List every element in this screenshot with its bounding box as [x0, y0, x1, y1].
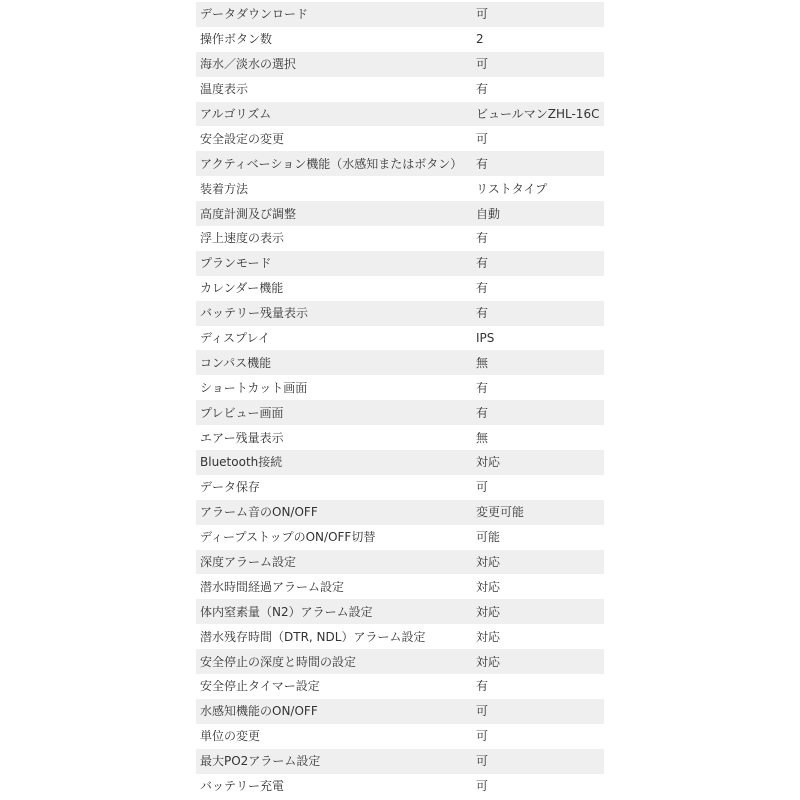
spec-label: 装着方法: [200, 182, 249, 195]
spec-value: 無: [476, 431, 489, 444]
spec-row: [196, 151, 604, 176]
spec-label: データダウンロード: [200, 8, 309, 21]
spec-label: アラーム音のON/OFF: [200, 506, 318, 519]
spec-row: [196, 500, 604, 525]
spec-label: バッテリー充電: [200, 780, 285, 793]
spec-row: [196, 550, 604, 575]
spec-value: 対応: [476, 605, 501, 618]
spec-label: 安全停止タイマー設定: [200, 680, 320, 693]
spec-row: [196, 574, 604, 599]
spec-row: [196, 624, 604, 649]
spec-label: Bluetooth接続: [200, 456, 283, 469]
spec-label: ディスプレイ: [200, 332, 270, 345]
spec-label: 海水／淡水の選択: [200, 58, 297, 71]
spec-label: バッテリー残量表示: [200, 307, 309, 320]
spec-label: 温度表示: [200, 83, 249, 96]
spec-row: [196, 525, 604, 550]
spec-value: 有: [476, 282, 489, 295]
spec-value: 有: [476, 232, 489, 245]
spec-label: 潜水時間経過アラーム設定: [200, 580, 345, 593]
spec-value: 有: [476, 406, 489, 419]
spec-row: [196, 126, 604, 151]
spec-label: 浮上速度の表示: [200, 232, 285, 245]
spec-value: 可: [476, 755, 489, 768]
spec-row: [196, 724, 604, 749]
spec-row: [196, 226, 604, 251]
spec-value: 変更可能: [476, 506, 525, 519]
spec-value: 対応: [476, 580, 501, 593]
spec-value: 可: [476, 8, 489, 21]
spec-value: 有: [476, 83, 489, 96]
spec-row: [196, 475, 604, 500]
spec-value: 有: [476, 381, 489, 394]
spec-row: [196, 400, 604, 425]
spec-row: [196, 301, 604, 326]
spec-value: 自動: [476, 207, 501, 220]
spec-value: 可: [476, 132, 489, 145]
spec-row: [196, 450, 604, 475]
spec-row: [196, 2, 604, 27]
spec-row: [196, 774, 604, 799]
spec-row: [196, 251, 604, 276]
spec-label: 操作ボタン数: [200, 33, 273, 46]
spec-label: 水感知機能のON/OFF: [200, 705, 318, 718]
spec-value: 有: [476, 257, 489, 270]
spec-value: 可: [476, 705, 489, 718]
spec-label: アクティベーション機能（水感知またはボタン）: [200, 157, 463, 170]
spec-row: [196, 674, 604, 699]
spec-row: [196, 375, 604, 400]
spec-value: リストタイプ: [476, 182, 548, 195]
spec-value: 対応: [476, 655, 501, 668]
spec-label: ディープストップのON/OFF切替: [200, 531, 376, 544]
spec-label: 安全停止の深度と時間の設定: [200, 655, 357, 668]
spec-row: [196, 27, 604, 52]
spec-row: [196, 350, 604, 375]
spec-label: カレンダー機能: [200, 282, 284, 295]
spec-value: 有: [476, 307, 489, 320]
spec-label: 単位の変更: [200, 730, 261, 743]
spec-value: 可能: [476, 531, 501, 544]
spec-row: [196, 425, 604, 450]
spec-label: アルゴリズム: [200, 108, 272, 120]
spec-row: [196, 201, 604, 226]
spec-row: [196, 77, 604, 102]
spec-row: [196, 52, 604, 77]
spec-row: [196, 749, 604, 774]
spec-label: 最大PO2アラーム設定: [200, 755, 321, 768]
spec-label: ショートカット画面: [200, 381, 308, 394]
spec-row: [196, 649, 604, 674]
spec-label: プランモード: [200, 257, 272, 270]
spec-label: 高度計測及び調整: [200, 207, 297, 220]
spec-value: 可: [476, 730, 489, 743]
spec-value: 対応: [476, 630, 501, 643]
spec-row: [196, 102, 604, 127]
spec-value: 2: [476, 33, 484, 46]
spec-value: 有: [476, 680, 489, 693]
spec-row: [196, 699, 604, 724]
spec-label: 安全設定の変更: [200, 132, 285, 145]
spec-value: 有: [476, 157, 489, 170]
spec-row: [196, 276, 604, 301]
spec-value: 対応: [476, 556, 501, 569]
spec-value: IPS: [476, 332, 495, 345]
spec-value: 対応: [476, 456, 501, 469]
spec-row: [196, 326, 604, 351]
spec-label: プレビュー画面: [200, 406, 284, 419]
spec-label: 体内窒素量（N2）アラーム設定: [200, 605, 373, 618]
spec-value: 無: [476, 356, 489, 369]
spec-label: エアー残量表示: [200, 431, 284, 444]
spec-value: 可: [476, 58, 489, 71]
spec-table: [196, 2, 604, 799]
spec-label: 潜水残存時間（DTR, NDL）アラーム設定: [200, 630, 426, 643]
spec-row: [196, 176, 604, 201]
spec-value: ビュールマンZHL-16C: [476, 108, 600, 120]
spec-value: 可: [476, 481, 489, 494]
spec-label: データ保存: [200, 481, 261, 494]
spec-label: 深度アラーム設定: [200, 556, 297, 569]
spec-row: [196, 599, 604, 624]
spec-value: 可: [476, 780, 489, 793]
spec-label: コンパス機能: [200, 356, 272, 369]
